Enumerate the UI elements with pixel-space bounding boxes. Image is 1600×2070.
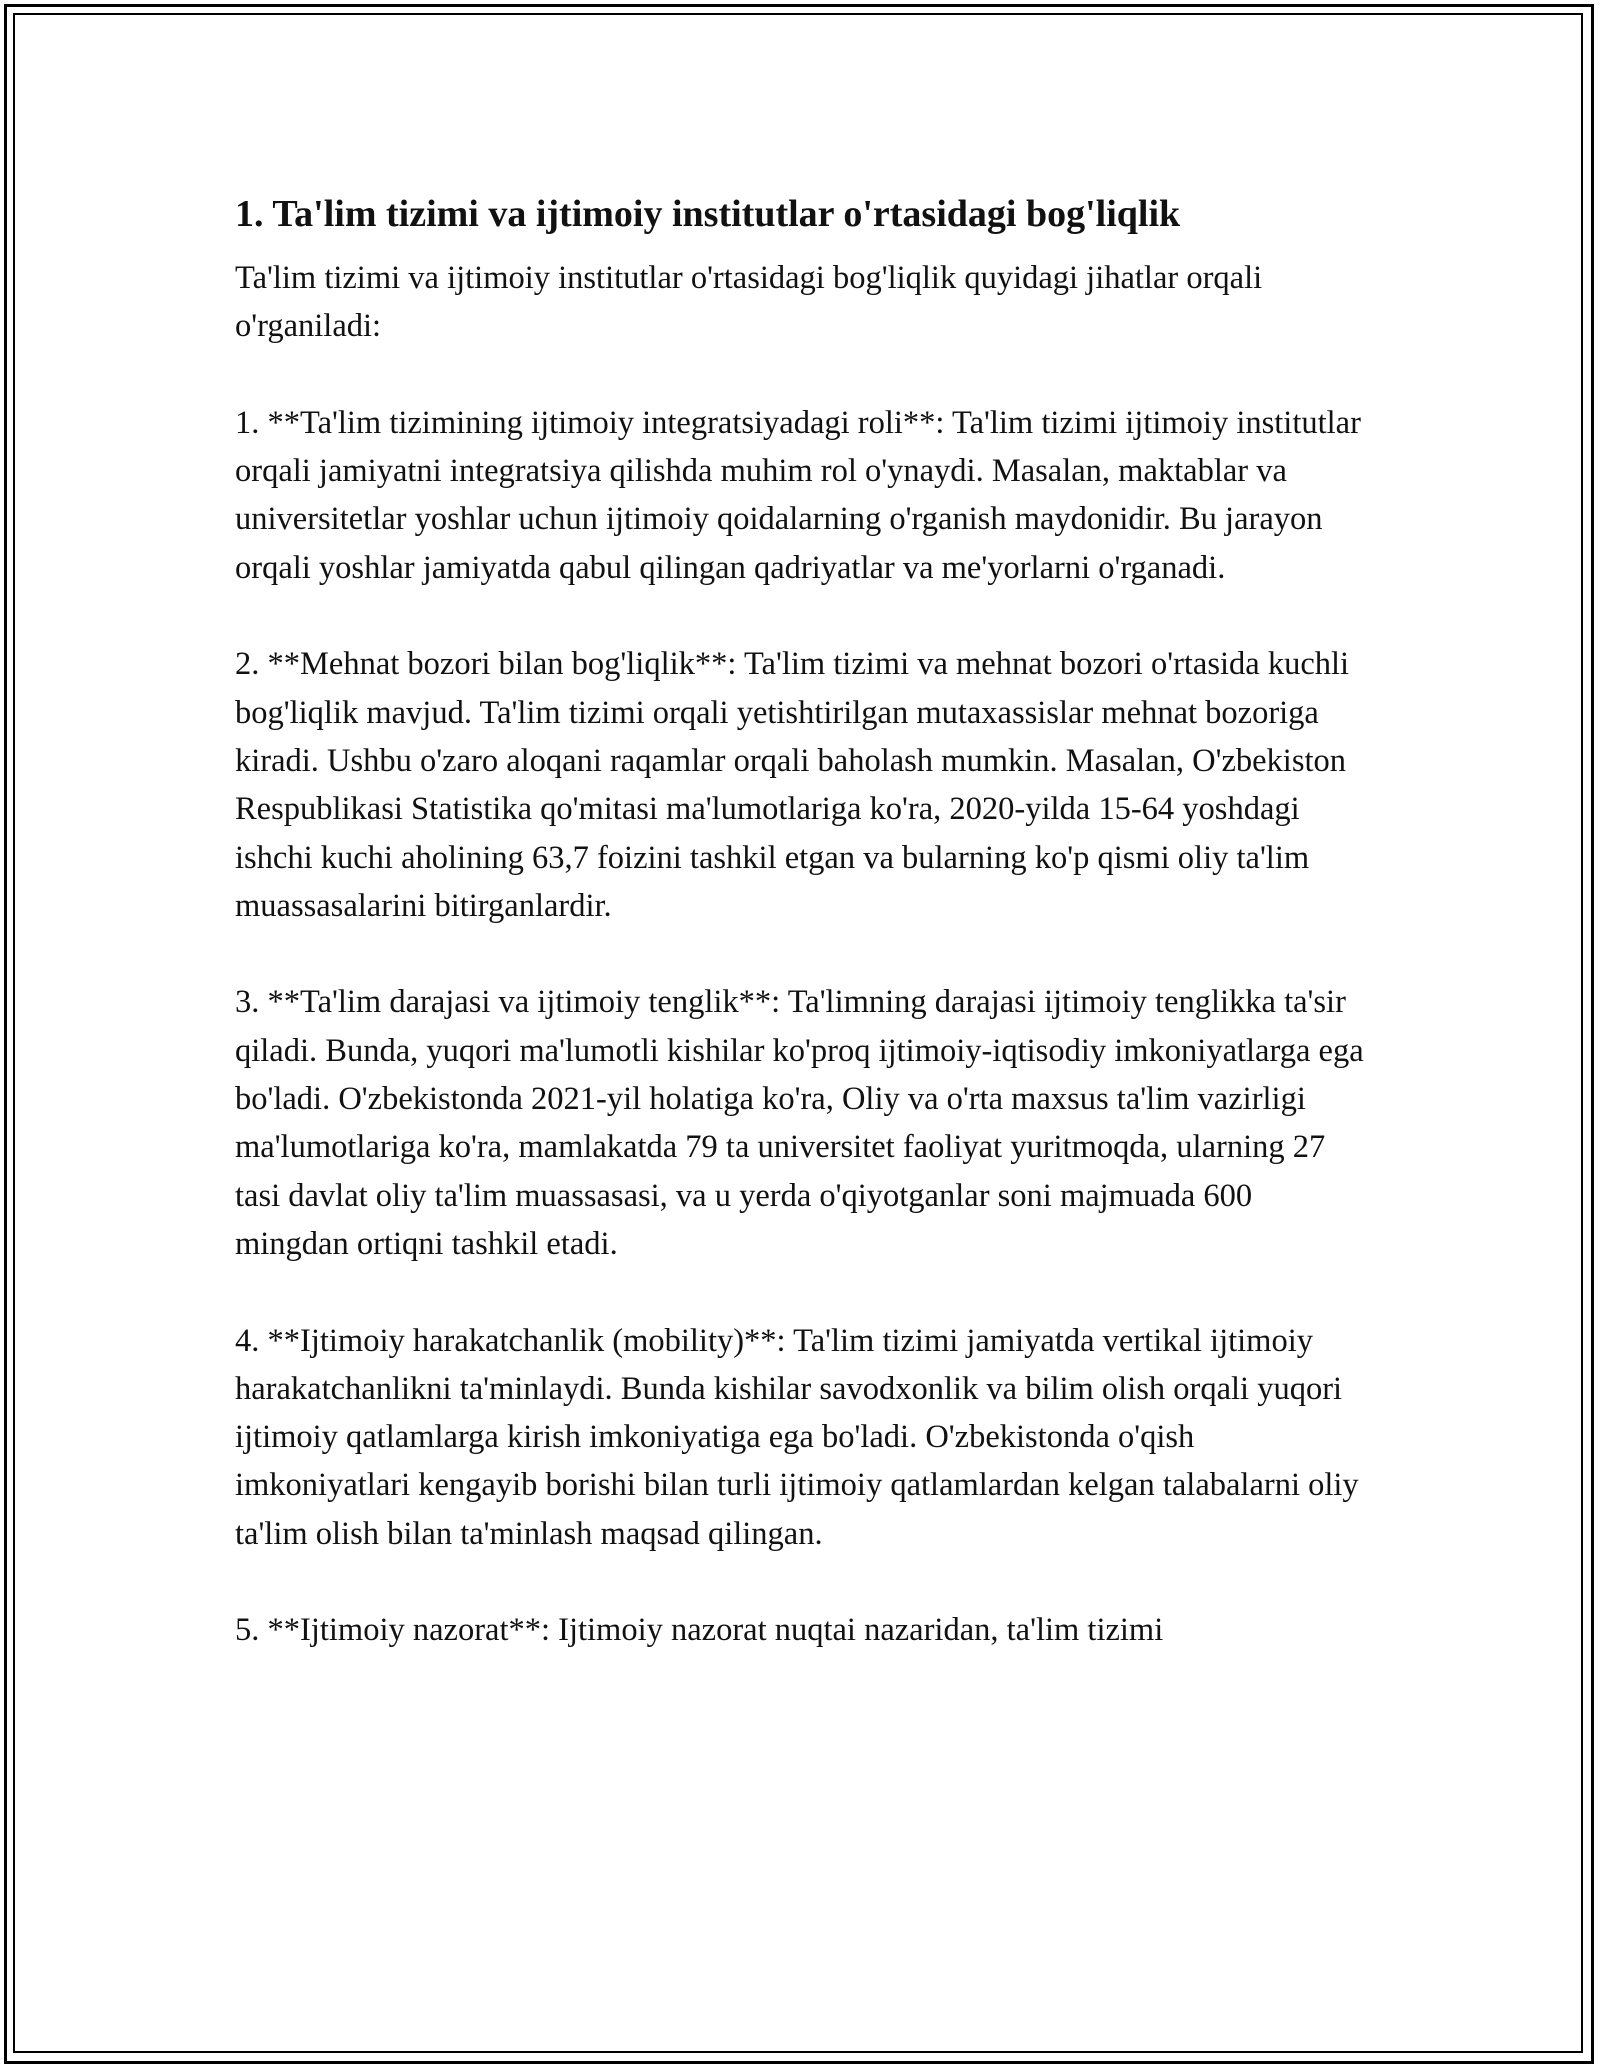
- list-item-1: 1. **Ta'lim tizimining ijtimoiy integratsiyadagi roli**: Ta'lim tizimi ijtimoiy institutlar orqali jamiyatni integratsiya qilishda muhim rol o'ynaydi. Masalan, maktablar va universitetlar yoshlar uchun ijtimoiy qoidalarning o'rganish maydonidir. Bu jarayon orqali yoshlar jamiyatda qabul qilingan qadriyatlar va me'yorlarni o'rganadi.: [235, 404, 1361, 586]
- list-item-5: 5. **Ijtimoiy nazorat**: Ijtimoiy nazorat nuqtai nazaridan, ta'lim tizimi: [235, 1612, 1164, 1649]
- list-item-4: 4. **Ijtimoiy harakatchanlik (mobility)**: Ta'lim tizimi jamiyatda vertikal ijtimoiy harakatchanlikni ta'minlaydi. Bunda kishilar savodxonlik va bilim olish orqali yuqori ijtimoiy qatlamlarga kirish imkoniyatiga ega bo'ladi. O'zbekistonda o'qish imkoniyatlari kengayib borishi bilan turli ijtimoiy qatlamlardan kelgan talabalarni oliy ta'lim olish bilan ta'minlash maqsad qilingan.: [235, 1322, 1359, 1552]
- list-item-2: 2. **Mehnat bozori bilan bog'liqlik**: Ta'lim tizimi va mehnat bozori o'rtasida kuchli bog'liqlik mavjud. Ta'lim tizimi orqali yetishtirilgan mutaxassislar mehnat bozoriga kiradi. Ushbu o'zaro aloqani raqamlar orqali baholash mumkin. Masalan, O'zbekiston Respublikasi Statistika qo'mitasi ma'lumotlariga ko'ra, 2020-yilda 15-64 yoshdagi ishchi kuchi aholining 63,7 foizini tashkil etgan va bularning ko'p qismi oliy ta'lim muassasalarini bitirganlardir.: [235, 646, 1350, 924]
- intro-paragraph: Ta'lim tizimi va ijtimoiy institutlar o'rtasidagi bog'liqlik quyidagi jihatlar orqali o'rganiladi:: [235, 260, 1263, 345]
- document-body: [235, 186, 1365, 1655]
- list-item-3: 3. **Ta'lim darajasi va ijtimoiy tenglik**: Ta'limning darajasi ijtimoiy tenglikka ta'sir qiladi. Bunda, yuqori ma'lumotli kishilar ko'proq ijtimoiy-iqtisodiy imkoniyatlarga ega bo'ladi. O'zbekistonda 2021-yil holatiga ko'ra, Oliy va o'rta maxsus ta'lim vazirligi ma'lumotlariga ko'ra, mamlakatda 79 ta universitet faoliyat yuritmoqda, ularning 27 tasi davlat oliy ta'lim muassasasi, va u yerda o'qiyotganlar soni majmuada 600 mingdan ortiqni tashkil etadi.: [235, 984, 1364, 1262]
- section-heading: 1. Ta'lim tizimi va ijtimoiy institutlar o'rtasidagi bog'liqlik: [235, 193, 1181, 235]
